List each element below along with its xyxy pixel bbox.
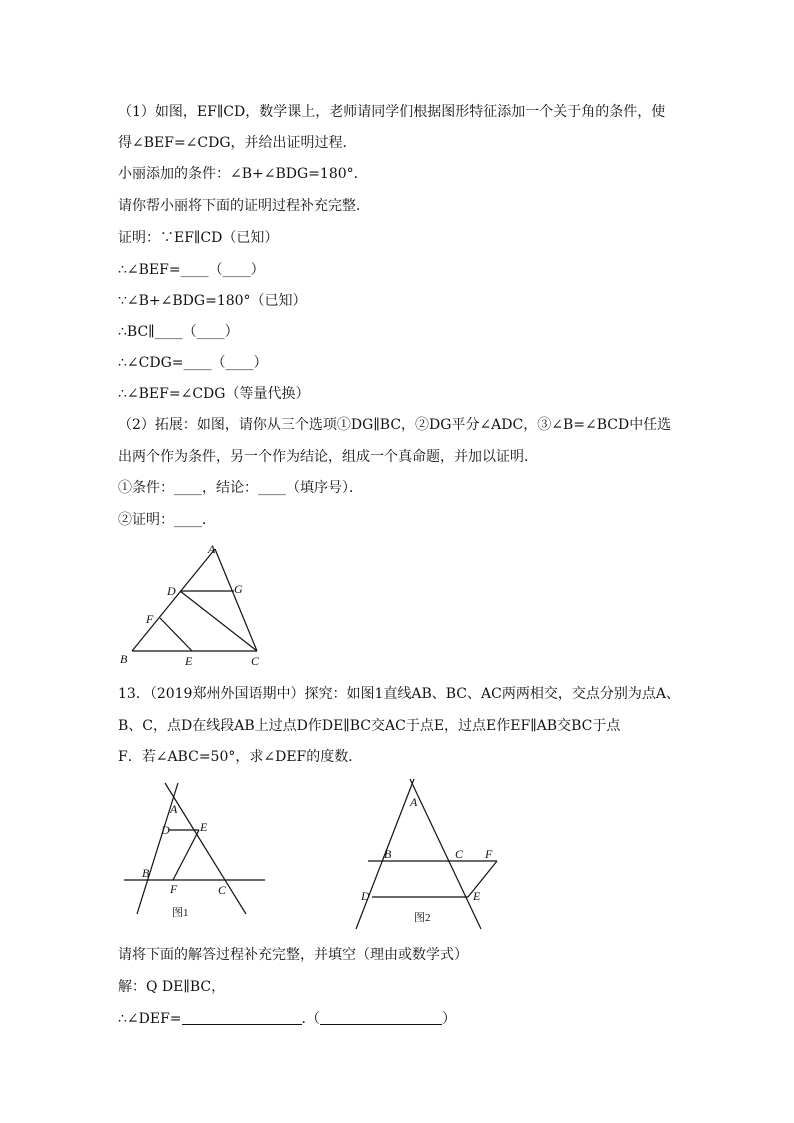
label-D: D: [167, 584, 176, 598]
problem13-line-1: 13．（2019郑州外国语期中）探究：如图1直线AB、BC、AC两两相交，交点分别为点A、: [118, 686, 680, 702]
fig1-label-D: D: [161, 823, 170, 837]
fig1-label-B: B: [142, 866, 150, 880]
text-line-6: ∴∠BEF=____（____）: [118, 262, 265, 278]
solution-line-2-prefix: ∴∠DEF=: [118, 1011, 182, 1027]
figure-1: [120, 780, 270, 920]
solution-intro: 请将下面的解答过程补充完整，并填空（理由或数学式）: [118, 947, 468, 963]
fig1-label-C: C: [218, 883, 227, 897]
fig2-label-A: A: [410, 795, 418, 809]
fig1-label-E: E: [200, 820, 208, 834]
label-F: F: [146, 612, 154, 626]
text-line-1: （1）如图，EF∥CD，数学课上，老师请同学们根据图形特征添加一个关于角的条件，使: [118, 104, 666, 120]
figure-2-caption: 图2: [414, 912, 431, 924]
text-line-3: 小丽添加的条件：∠B+∠BDG=180°．: [118, 166, 368, 182]
solution-line-2-suffix: ）: [441, 1011, 456, 1027]
text-line-5: 证明：∵EF∥CD（已知）: [118, 230, 279, 246]
text-line-11: （2）拓展：如图，请你从三个选项①DG∥BC，②DG平分∠ADC，③∠B=∠BCD中任选: [118, 417, 672, 433]
fig2-label-F: F: [485, 847, 493, 861]
text-line-12: 出两个作为条件，另一个作为结论，组成一个真命题，并加以证明．: [118, 449, 538, 465]
answer-blank-1[interactable]: [182, 1010, 302, 1025]
fig2-label-D: D: [361, 889, 370, 903]
fig1-label-A: A: [170, 802, 178, 816]
label-B: B: [120, 652, 128, 666]
label-C: C: [251, 654, 260, 668]
text-line-4: 请你帮小丽将下面的证明过程补充完整．: [118, 198, 370, 214]
figure-1-caption: 图1: [172, 907, 189, 919]
fig2-label-C: C: [455, 847, 464, 861]
text-line-8: ∴BC∥____（____）: [118, 324, 239, 340]
solution-line-2-sep: .（: [301, 1011, 320, 1027]
text-line-10: ∴∠BEF=∠CDG（等量代换）: [118, 386, 310, 402]
line-AC: [410, 779, 481, 929]
figure-2: [352, 776, 512, 934]
solution-line-2: [118, 1010, 456, 1028]
problem13-line-3: F．若∠ABC=50°，求∠DEF的度数．: [118, 749, 363, 765]
label-A: A: [208, 542, 216, 556]
fig1-label-F: F: [170, 882, 178, 896]
text-line-14: ②证明：____．: [118, 512, 216, 528]
text-line-2: 得∠BEF=∠CDG，并给出证明过程．: [118, 135, 357, 151]
fig2-label-B: B: [384, 847, 392, 861]
segment-EF: [173, 830, 199, 880]
solution-line-1: 解：Q DE∥BC，: [118, 979, 226, 995]
label-G: G: [234, 582, 243, 596]
answer-blank-2[interactable]: [320, 1010, 442, 1025]
segment-AB: [132, 549, 215, 651]
segment-AC: [215, 549, 257, 651]
text-line-13: ①条件：____，结论：____（填序号）．: [118, 480, 363, 496]
triangle-figure: [112, 538, 282, 672]
label-E: E: [185, 654, 193, 668]
text-line-9: ∴∠CDG=____（____）: [118, 355, 268, 371]
segment-DC: [180, 591, 257, 651]
segment-FE: [160, 618, 192, 651]
fig2-label-E: E: [473, 889, 481, 903]
text-line-7: ∵∠B+∠BDG=180°（已知）: [118, 293, 307, 309]
problem13-line-2: B、C，点D在线段AB上过点D作DE∥BC交AC于点E，过点E作EF∥AB交BC于点: [118, 718, 621, 734]
